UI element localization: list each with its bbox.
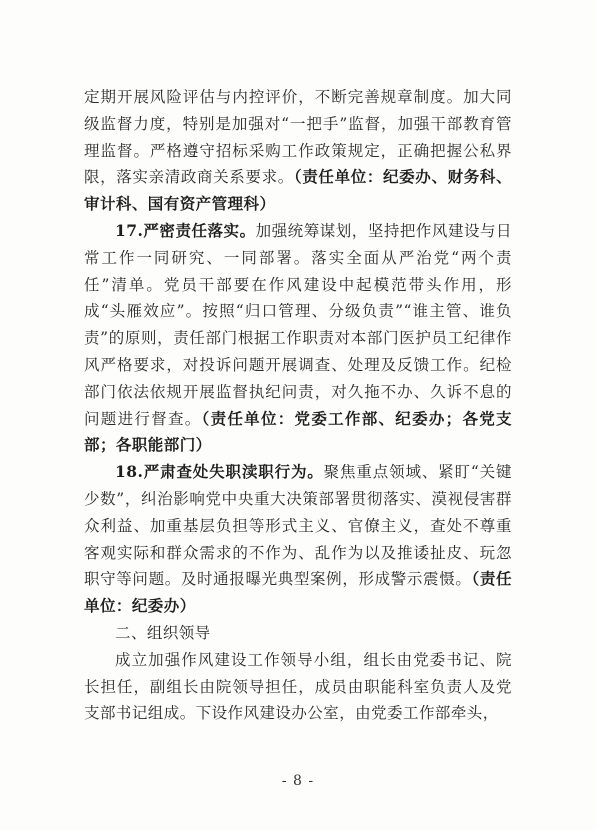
responsibility-units: （责任单位：纪委办、财务科、审计科、国有资产管理科） — [84, 167, 512, 214]
section-heading: 二、组织领导 — [115, 623, 211, 642]
paragraph-item-17 — [84, 218, 512, 459]
paragraph-text: 加强统筹谋划，坚持把作风建设与日常工作一同研究、一同部署。落实全面从严治党“两个责任”清单。党员干部要在作风建设中起模范带头作用，形成“头雁效应”。按照“归口管理、分级负责”“谁主管、谁负责”的原则，责任部门根据工作职责对本部门医护员工纪律作风严格要求，对投诉问题开展调查、处理及反馈工作。纪检部门依法依规开展监督执纪问责，对久拖不办、久诉不息的问题进行督查。 — [84, 221, 513, 428]
responsibility-units: （责任单位：党委工作部、纪委办；各党支部；各职能部门） — [84, 408, 512, 455]
paragraph-text: 聚焦重点领域、紧盯“关键少数”，纠治影响党中央重大决策部署贯彻落实、漠视侵害群众利益、加重基层负担等形式主义、官僚主义，查处不尊重客观实际和群众需求的不作为、乱作为以及推诿扯皮、玩忽职守等问题。及时通报曝光典型案例，形成警示震慑。 — [84, 463, 512, 589]
item-title: 18.严肃查处失职渎职行为。 — [115, 462, 324, 482]
paragraph-text: 成立加强作风建设工作领导小组，组长由党委书记、院长担任，副组长由院领导担任，成员由职能科室负责人及党支部书记组成。下设作风建设办公室，由党委工作部牵头， — [84, 650, 512, 723]
responsibility-units: （责任单位：纪委办） — [84, 569, 512, 616]
paragraph-continued — [84, 84, 512, 218]
item-title: 17.严密责任落实。 — [115, 220, 256, 240]
paragraph-item-18 — [84, 459, 512, 620]
paragraph-section-2 — [84, 647, 512, 727]
paragraph-text: 定期开展风险评估与内控评价，不断完善规章制度。加大同级监督力度，特别是加强对“一把手”监督，加强干部教育管理监督。严格遵守招标采购工作政策规定，正确把握公私界限，落实亲清政商关系要求。 — [84, 88, 512, 187]
page-number: - 8 - — [281, 773, 315, 789]
document-body — [84, 84, 512, 727]
